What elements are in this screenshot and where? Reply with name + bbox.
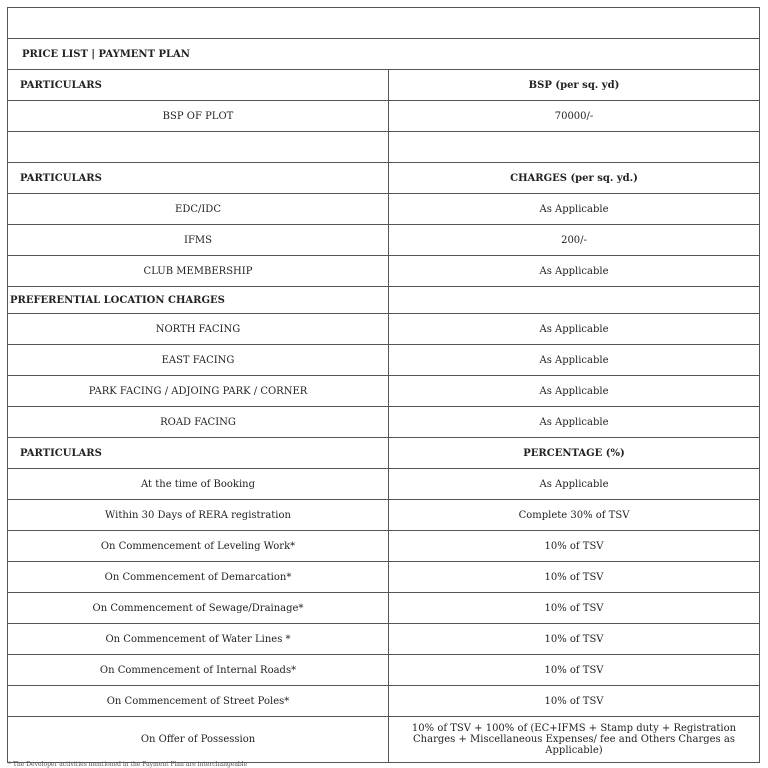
table-row: [8, 531, 760, 562]
table-title: PRICE LIST | PAYMENT PLAN: [8, 39, 760, 70]
value-cell: CHARGES (per sq. yd.): [389, 163, 760, 194]
value-cell: As Applicable: [389, 256, 760, 287]
table-row: [8, 376, 760, 407]
label-cell: On Commencement of Internal Roads*: [8, 655, 389, 686]
table-row: [8, 407, 760, 438]
label-cell: Within 30 Days of RERA registration: [8, 500, 389, 531]
table-row: [8, 717, 760, 763]
table-row: [8, 686, 760, 717]
label-cell: ROAD FACING: [8, 407, 389, 438]
label-cell: On Commencement of Water Lines *: [8, 624, 389, 655]
price-list-table: [7, 7, 760, 763]
value-cell: As Applicable: [389, 314, 760, 345]
label-cell: NORTH FACING: [8, 314, 389, 345]
label-cell: PARTICULARS: [8, 438, 389, 469]
table-row: [8, 256, 760, 287]
table-row: [8, 225, 760, 256]
header-row: [8, 70, 760, 101]
value-cell: PERCENTAGE (%): [389, 438, 760, 469]
label-cell: CLUB MEMBERSHIP: [8, 256, 389, 287]
value-cell: 70000/-: [389, 101, 760, 132]
label-cell: On Commencement of Demarcation*: [8, 562, 389, 593]
label-cell: On Commencement of Sewage/Drainage*: [8, 593, 389, 624]
table-row: [8, 469, 760, 500]
table-row: [8, 624, 760, 655]
value-cell: BSP (per sq. yd): [389, 70, 760, 101]
label-cell: IFMS: [8, 225, 389, 256]
value-cell: 10% of TSV: [389, 686, 760, 717]
table-row: [8, 194, 760, 225]
table-row: [8, 655, 760, 686]
label-cell: EDC/IDC: [8, 194, 389, 225]
table-row: [8, 101, 760, 132]
table-row: [8, 562, 760, 593]
value-cell: As Applicable: [389, 469, 760, 500]
table-row: [8, 500, 760, 531]
value-cell: [389, 132, 760, 163]
value-cell: Complete 30% of TSV: [389, 500, 760, 531]
table-row: [8, 593, 760, 624]
label-cell: On Commencement of Street Poles*: [8, 686, 389, 717]
value-cell: 10% of TSV + 100% of (EC+IFMS + Stamp duty + Registration Charges + Miscellaneous Expenses/ fee and Others Charges as Applicable): [389, 717, 760, 763]
value-cell: [389, 287, 760, 314]
value-cell: 10% of TSV: [389, 624, 760, 655]
label-cell: EAST FACING: [8, 345, 389, 376]
table-row: [8, 314, 760, 345]
footnote: * The Developer activities mentioned in the Payment Plan are interchangeable: [8, 761, 248, 768]
header-row: [8, 163, 760, 194]
value-cell: 10% of TSV: [389, 562, 760, 593]
label-cell: PARTICULARS: [8, 163, 389, 194]
value-cell: 10% of TSV: [389, 593, 760, 624]
label-cell: On Commencement of Leveling Work*: [8, 531, 389, 562]
value-cell: As Applicable: [389, 194, 760, 225]
value-cell: 200/-: [389, 225, 760, 256]
label-cell: PREFERENTIAL LOCATION CHARGES: [8, 287, 389, 314]
blank-row: [8, 132, 760, 163]
header-row: [8, 438, 760, 469]
blank-row: [8, 8, 760, 39]
title-row: [8, 39, 760, 70]
label-cell: At the time of Booking: [8, 469, 389, 500]
label-cell: PARK FACING / ADJOING PARK / CORNER: [8, 376, 389, 407]
header-row: [8, 287, 760, 314]
value-cell: As Applicable: [389, 345, 760, 376]
label-cell: PARTICULARS: [8, 70, 389, 101]
value-cell: As Applicable: [389, 376, 760, 407]
value-cell: 10% of TSV: [389, 655, 760, 686]
label-cell: On Offer of Possession: [8, 717, 389, 763]
value-cell: 10% of TSV: [389, 531, 760, 562]
value-cell: As Applicable: [389, 407, 760, 438]
label-cell: BSP OF PLOT: [8, 101, 389, 132]
table-row: [8, 345, 760, 376]
label-cell: [8, 132, 389, 163]
